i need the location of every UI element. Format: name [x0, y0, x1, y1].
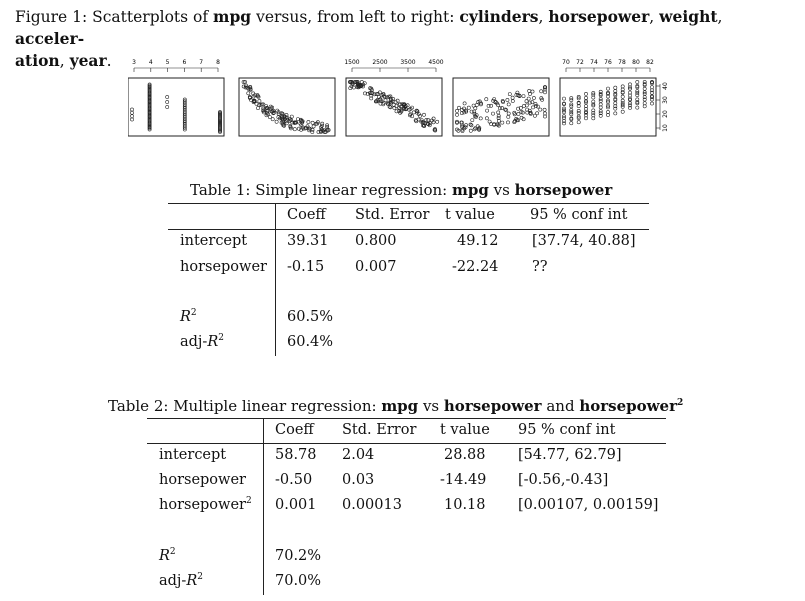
- adj-r2-label: adj-$R^2$: [180, 333, 224, 350]
- table-cell: 0.007: [355, 259, 397, 275]
- column-header: 95 % conf int: [530, 207, 628, 223]
- scatter-point: [130, 108, 133, 111]
- scatter-point: [501, 121, 504, 124]
- scatter-point: [628, 102, 631, 105]
- caption-horsepower: horsepower: [579, 397, 677, 415]
- table-cell: [0.00107, 0.00159]: [518, 497, 659, 513]
- scatter-point: [479, 117, 482, 120]
- scatter-point: [258, 99, 261, 102]
- scatter-point: [577, 109, 580, 112]
- scatter-point: [599, 97, 602, 100]
- scatter-point: [247, 92, 250, 95]
- panel-acceleration: [453, 78, 549, 136]
- caption-text: vs: [493, 181, 510, 199]
- scatter-point: [422, 113, 425, 116]
- scatter-point: [497, 114, 500, 117]
- scatter-point: [614, 112, 617, 115]
- scatter-point: [469, 123, 472, 126]
- scatter-point: [599, 90, 602, 93]
- tick-label: 72: [576, 59, 584, 66]
- tick-label: 70: [562, 59, 570, 66]
- scatter-point: [465, 124, 468, 127]
- scatter-point: [393, 106, 396, 109]
- scatter-point: [312, 125, 315, 128]
- caption-text: Table 1: Simple linear regression:: [190, 181, 448, 199]
- panel-frame: [128, 78, 224, 136]
- scatter-point: [506, 98, 509, 101]
- tick-label: 4500: [428, 59, 444, 66]
- scatter-point: [275, 120, 278, 123]
- tick-label: 3: [132, 59, 136, 66]
- row-label: horsepower$^2$: [159, 496, 252, 513]
- scatter-point: [469, 129, 472, 132]
- caption-acceleration-b: ation: [15, 51, 60, 70]
- scatter-point: [252, 92, 255, 95]
- scatter-point: [455, 113, 458, 116]
- scatter-point: [531, 90, 534, 93]
- scatter-point: [650, 102, 653, 105]
- scatter-point: [525, 100, 528, 103]
- tick-label: 10: [662, 124, 669, 132]
- column-divider: [263, 418, 264, 595]
- scatter-point: [643, 105, 646, 108]
- scatter-point: [650, 86, 653, 89]
- tick-label: 74: [590, 59, 598, 66]
- scatter-point: [130, 115, 133, 118]
- scatter-point: [614, 86, 617, 89]
- table-2-caption: [108, 397, 683, 415]
- caption-text: Figure 1: Scatterplots of: [15, 8, 209, 26]
- scatter-point: [584, 92, 587, 95]
- scatter-point: [467, 106, 470, 109]
- scatter-point: [504, 108, 507, 111]
- scatter-point: [570, 122, 573, 125]
- adj-r2-label: adj-$R^2$: [159, 572, 203, 589]
- panel-year: [560, 59, 669, 136]
- scatter-point: [636, 106, 639, 109]
- scatter-point: [577, 121, 580, 124]
- top-rule: [168, 203, 649, 204]
- scatter-point: [543, 112, 546, 115]
- scatter-point: [532, 96, 535, 99]
- scatter-point: [425, 118, 428, 121]
- r-symbol: R: [207, 334, 219, 350]
- caption-text: vs: [422, 397, 440, 415]
- scatter-point: [311, 121, 314, 124]
- caption-mpg: mpg: [381, 397, 419, 415]
- table-cell: 28.88: [444, 447, 486, 463]
- scatter-point: [471, 119, 474, 122]
- scatter-point: [533, 114, 536, 117]
- scatter-point: [643, 87, 646, 90]
- table-cell: -0.15: [287, 259, 325, 275]
- table-cell: 10.18: [444, 497, 486, 513]
- scatter-point: [517, 112, 520, 115]
- r-symbol: R: [180, 309, 191, 325]
- scatter-point: [508, 93, 511, 96]
- scatter-point: [584, 96, 587, 99]
- panel-weight: [344, 59, 443, 136]
- scatter-point: [498, 107, 501, 110]
- scatter-point: [463, 102, 466, 105]
- caption-weight: weight: [659, 7, 718, 26]
- caption-horsepower: horsepower: [514, 181, 613, 199]
- tick-label: 40: [662, 82, 669, 90]
- scatter-point: [491, 112, 494, 115]
- panel-frame: [239, 78, 335, 136]
- scatter-point: [406, 104, 409, 107]
- tick-label: 6: [182, 59, 187, 66]
- scatter-point: [485, 98, 488, 101]
- scatter-point: [528, 92, 531, 95]
- r2-label: $R^2$: [180, 308, 197, 325]
- scatter-point: [636, 80, 639, 83]
- adj-r2-value: 70.0%: [275, 573, 322, 589]
- tick-label: 30: [662, 96, 669, 104]
- scatter-point: [166, 105, 169, 108]
- caption-horsepower: horsepower: [443, 397, 542, 415]
- table-cell: ??: [532, 259, 548, 275]
- table-1-caption: [190, 181, 612, 199]
- adj-prefix: adj-: [180, 334, 208, 350]
- caption-horsepower-squared: horsepower$^2$: [579, 397, 684, 415]
- scatter-point: [534, 102, 537, 105]
- table-cell: [37.74, 40.88]: [532, 233, 636, 249]
- tick-label: 5: [165, 59, 170, 66]
- scatter-point: [562, 97, 565, 100]
- caption-text: Table 2: Multiple linear regression:: [108, 397, 377, 415]
- caption-cylinders: cylinders: [459, 7, 539, 26]
- scatter-point: [455, 109, 458, 112]
- scatter-point: [307, 120, 310, 123]
- header-rule: [147, 443, 666, 444]
- panel-cylinders: [128, 59, 224, 136]
- scatter-point: [280, 112, 283, 115]
- scatter-point: [621, 95, 624, 98]
- scatter-point: [436, 120, 439, 123]
- scatter-point: [475, 103, 478, 106]
- table-cell: 2.04: [342, 447, 375, 463]
- tick-label: 80: [632, 59, 640, 66]
- scatter-point: [497, 111, 500, 114]
- scatter-point: [470, 124, 473, 127]
- header-rule: [168, 229, 649, 230]
- scatter-point: [474, 115, 477, 118]
- tick-label: 20: [662, 110, 669, 118]
- scatter-point: [507, 112, 510, 115]
- caption-acceleration-a: acceler-: [15, 29, 85, 48]
- tick-label: 4: [148, 59, 153, 66]
- scatter-point: [507, 115, 510, 118]
- caption-mpg: mpg: [451, 181, 489, 199]
- tick-label: 1500: [344, 59, 360, 66]
- tick-label: 78: [618, 59, 626, 66]
- scatter-point: [522, 95, 525, 98]
- scatter-point: [650, 89, 653, 92]
- r2-value: 70.2%: [275, 548, 322, 564]
- column-header: Coeff: [287, 207, 326, 223]
- scatter-point: [130, 111, 133, 114]
- scatter-point: [412, 111, 415, 114]
- tick-label: 8: [216, 59, 220, 66]
- row-label: horsepower: [159, 472, 246, 488]
- column-divider: [275, 203, 276, 356]
- row-label: intercept: [159, 447, 227, 463]
- table-cell: 0.00013: [342, 497, 402, 513]
- adj-r2-value: 60.4%: [287, 334, 334, 350]
- column-header: Std. Error: [342, 422, 417, 438]
- tick-label: 3500: [400, 59, 416, 66]
- scatter-point: [293, 128, 296, 131]
- scatter-point: [606, 87, 609, 90]
- scatter-point: [271, 118, 274, 121]
- r-symbol: R: [159, 548, 170, 564]
- column-header: Std. Error: [355, 207, 430, 223]
- scatter-point: [485, 117, 488, 120]
- tick-label: 7: [199, 59, 204, 66]
- scatter-point: [643, 80, 646, 83]
- scatter-point: [377, 95, 380, 98]
- table-cell: 0.001: [275, 497, 317, 513]
- scatter-point: [507, 103, 510, 106]
- scatter-point: [296, 118, 299, 121]
- table-cell: 0.03: [342, 472, 375, 488]
- scatter-point: [643, 96, 646, 99]
- adj-prefix: adj-: [159, 573, 187, 589]
- scatter-point: [321, 122, 324, 125]
- scatter-point: [311, 128, 314, 131]
- panel-frame: [560, 78, 656, 136]
- scatter-point: [457, 106, 460, 109]
- scatter-point: [562, 107, 565, 110]
- panel-horsepower: [239, 78, 335, 136]
- tick-label: 76: [604, 59, 612, 66]
- r2-label: $R^2$: [159, 547, 176, 564]
- scatter-point: [540, 90, 543, 93]
- tick-label: 82: [646, 59, 654, 66]
- top-rule: [147, 418, 666, 419]
- scatter-point: [621, 85, 624, 88]
- scatter-point: [539, 108, 542, 111]
- scatter-point: [166, 100, 169, 103]
- caption-year: year: [69, 51, 107, 70]
- column-header: t value: [445, 207, 495, 223]
- figure-caption: Figure 1: Scatterplots of mpg versus, from left to right: cylinders, horsepower, weight, acceler- ation, year.: [15, 7, 723, 70]
- column-header: t value: [440, 422, 490, 438]
- table-cell: [54.77, 62.79]: [518, 447, 622, 463]
- scatter-point: [166, 95, 169, 98]
- tick-label: 2500: [372, 59, 388, 66]
- caption-mpg: mpg: [213, 7, 252, 26]
- row-label: horsepower: [180, 259, 267, 275]
- table-cell: [-0.56,-0.43]: [518, 472, 609, 488]
- table-cell: 39.31: [287, 233, 329, 249]
- scatter-point: [570, 108, 573, 111]
- scatter-point: [486, 109, 489, 112]
- scatter-point: [506, 121, 509, 124]
- scatter-point: [543, 108, 546, 111]
- table-cell: -0.50: [275, 472, 313, 488]
- row-label: intercept: [180, 233, 248, 249]
- column-header: 95 % conf int: [518, 422, 616, 438]
- table-cell: 58.78: [275, 447, 317, 463]
- scatter-point: [643, 102, 646, 105]
- table-cell: 49.12: [457, 233, 499, 249]
- caption-horsepower: horsepower: [548, 7, 650, 26]
- scatter-point: [543, 115, 546, 118]
- scatter-point: [511, 99, 514, 102]
- scatterplot-strip: [128, 54, 688, 150]
- row-label-text: horsepower: [159, 497, 246, 513]
- scatter-point: [414, 119, 417, 122]
- scatter-point: [268, 116, 271, 119]
- caption-text: versus, from left to right:: [256, 8, 455, 26]
- scatter-point: [528, 89, 531, 92]
- scatter-point: [531, 106, 534, 109]
- scatter-point: [432, 117, 435, 120]
- scatter-point: [511, 96, 514, 99]
- scatter-point: [384, 99, 387, 102]
- column-header: Coeff: [275, 422, 314, 438]
- caption-text: and: [546, 397, 575, 415]
- scatter-point: [285, 122, 288, 125]
- r2-value: 60.5%: [287, 309, 334, 325]
- scatter-point: [621, 110, 624, 113]
- table-cell: 0.800: [355, 233, 397, 249]
- table-cell: -22.24: [452, 259, 499, 275]
- table-cell: -14.49: [440, 472, 487, 488]
- r-symbol: R: [186, 573, 198, 589]
- scatter-point: [130, 118, 133, 121]
- scatter-point: [474, 107, 477, 110]
